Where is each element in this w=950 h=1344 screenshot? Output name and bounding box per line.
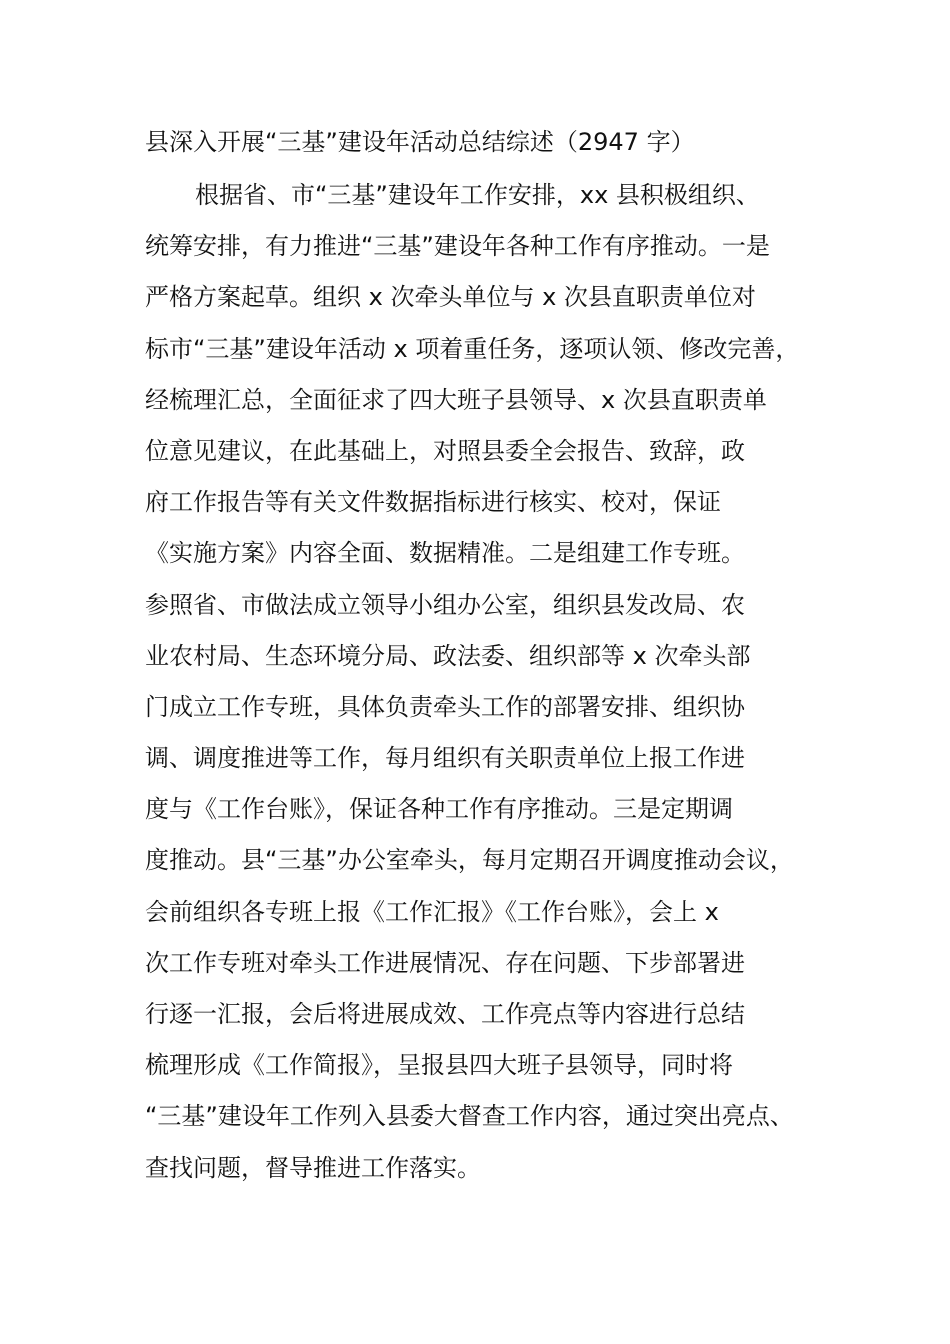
paragraph-line: 梳理形成《工作简报》，呈报县四大班子县领导，同时将	[145, 1051, 733, 1080]
paragraph-line: 次工作专班对牵头工作进展情况、存在问题、下步部署进	[145, 948, 745, 977]
paragraph-line: 严格方案起草。组织 x 次牵头单位与 x 次县直职责单位对	[145, 283, 756, 312]
paragraph-line: 标市“三基”建设年活动 x 项着重任务，逐项认领、修改完善，	[145, 334, 800, 363]
paragraph-line: 度与《工作台账》，保证各种工作有序推动。三是定期调	[145, 795, 733, 824]
document-body	[145, 170, 845, 1194]
document-title: 县深入开展“三基”建设年活动总结综述（2947 字）	[145, 128, 695, 156]
paragraph-line: 经梳理汇总，全面征求了四大班子县领导、x 次县直职责单	[145, 385, 767, 414]
paragraph-line: 业农村局、生态环境分局、政法委、组织部等 x 次牵头部	[145, 641, 751, 670]
paragraph-line: 参照省、市做法成立领导小组办公室，组织县发改局、农	[145, 590, 745, 619]
paragraph-line: 位意见建议，在此基础上，对照县委全会报告、致辞，政	[145, 436, 745, 465]
paragraph-line: 《实施方案》内容全面、数据精准。二是组建工作专班。	[145, 539, 745, 568]
paragraph-line: 门成立工作专班，具体负责牵头工作的部署安排、组织协	[145, 692, 745, 721]
paragraph-line: 根据省、市“三基”建设年工作安排，xx 县积极组织、	[195, 181, 760, 209]
paragraph-line: 行逐一汇报，会后将进展成效、工作亮点等内容进行总结	[145, 1000, 745, 1028]
paragraph-line: 统筹安排，有力推进“三基”建设年各种工作有序推动。一是	[145, 232, 770, 261]
paragraph-line: 会前组织各专班上报《工作汇报》《工作台账》，会上 x	[145, 897, 719, 926]
paragraph-line: 府工作报告等有关文件数据指标进行核实、校对，保证	[145, 488, 721, 517]
paragraph-line: 度推动。县“三基”办公室牵头，每月定期召开调度推动会议，	[145, 846, 794, 875]
paragraph-line: 调、调度推进等工作，每月组织有关职责单位上报工作进	[145, 744, 745, 773]
paragraph-line: “三基”建设年工作列入县委大督查工作内容，通过突出亮点、	[145, 1102, 794, 1131]
paragraph-line: 查找问题，督导推进工作落实。	[145, 1153, 481, 1182]
